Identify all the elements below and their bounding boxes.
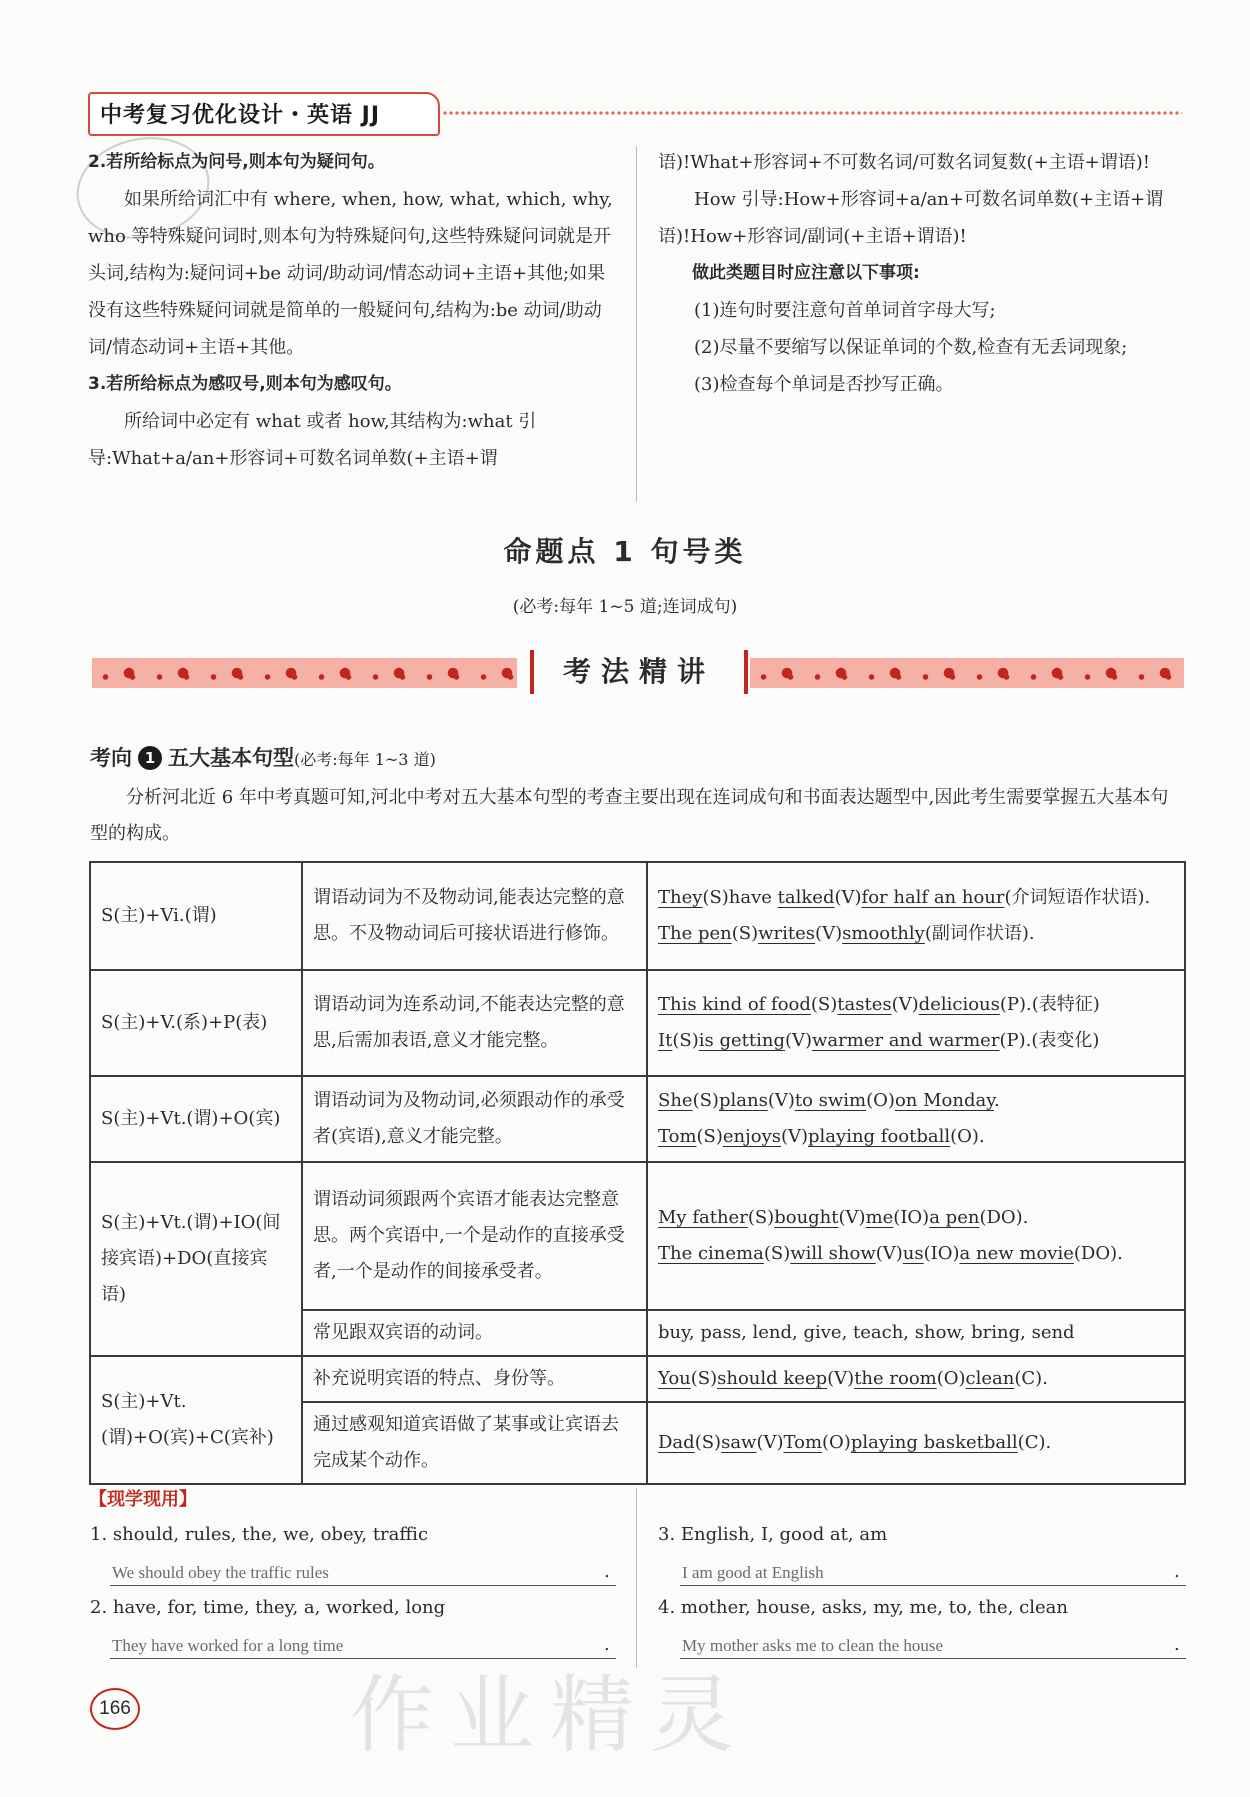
practice-answer: They have worked for a long time <box>112 1636 344 1655</box>
sentence-pattern-table <box>89 861 1186 1485</box>
example-cell <box>647 1162 1185 1310</box>
example-sentence: Tom(S)enjoys(V)playing football(O). <box>658 1126 985 1147</box>
table-row <box>90 1076 1185 1162</box>
table-row <box>90 1356 1185 1402</box>
exclamation-what: 语)!What+形容词+不可数名词/可数名词复数(+主语+谓语)! <box>658 152 1150 173</box>
pattern-cell: S(主)+Vt.(谓)+O(宾)+C(宾补) <box>90 1356 302 1484</box>
notes-heading: 做此类题目时应注意以下事项: <box>692 263 920 283</box>
band-left <box>92 658 517 688</box>
example-sentence: You(S)should keep(V)the room(O)clean(C). <box>658 1368 1048 1389</box>
answer-line <box>680 1585 1186 1586</box>
practice-answer: My mother asks me to clean the house <box>682 1636 944 1655</box>
watermark: 作业精灵 <box>350 1666 751 1764</box>
answer-period: . <box>604 1634 610 1655</box>
practice-answer: We should obey the traffic rules <box>112 1563 329 1582</box>
practice-question: 4. mother, house, asks, my, me, to, the, clean <box>658 1597 1068 1618</box>
exclamation-how: How 引导:How+形容词+a/an+可数名词单数(+主语+谓语)!How+形容词/副词(+主语+谓语)! <box>658 189 1164 247</box>
practice-divider <box>636 1488 637 1668</box>
kaoxiang-prefix: 考向 <box>90 746 132 770</box>
example-cell <box>647 970 1185 1076</box>
right-column <box>658 144 1188 403</box>
book-title: 中考复习优化设计・英语 JJ <box>100 103 381 128</box>
rule-question-text: 如果所给词汇中有 where, when, how, what, which, why, who 等特殊疑问词时,则本句为特殊疑问句,这些特殊疑问词就是开头词,结构为:疑问词+be 动词/助动词/情态动词+主语+其他;如果没有这些特殊疑问词就是简单的一般疑问句,结构为:be 动词/助动词/情态动词+主语+其他。 <box>88 189 613 358</box>
band-label: 考法精讲 <box>530 650 748 694</box>
answer-period: . <box>604 1561 610 1582</box>
practice-answer: I am good at English <box>682 1563 824 1582</box>
description-cell: 谓语动词为连系动词,不能表达完整的意思,后需加表语,意义才能完整。 <box>302 970 647 1076</box>
section-title: 命题点 1 句号类 <box>503 535 747 568</box>
note-1: (1)连句时要注意句首单词首字母大写; <box>694 300 996 321</box>
kaoxiang-note: (必考:每年 1~3 道) <box>294 750 436 769</box>
description-cell: 谓语动词为不及物动词,能表达完整的意思。不及物动词后可接状语进行修饰。 <box>302 862 647 970</box>
table-row <box>90 970 1185 1076</box>
pattern-cell: S(主)+Vt.(谓)+IO(间接宾语)+DO(直接宾语) <box>90 1162 302 1356</box>
header-dotted-line <box>442 110 1182 116</box>
answer-period: . <box>1174 1561 1180 1582</box>
kaoxiang-heading <box>90 742 436 772</box>
rule-question: 2.若所给标点为问号,则本句为疑问句。 <box>88 152 385 172</box>
rule-exclamation: 3.若所给标点为感叹号,则本句为感叹句。 <box>88 374 402 394</box>
practice-title: 【现学现用】 <box>89 1489 197 1510</box>
example-sentence: Dad(S)saw(V)Tom(O)playing basketball(C). <box>658 1432 1052 1453</box>
example-cell <box>647 1076 1185 1162</box>
description-cell: 通过感观知道宾语做了某事或让宾语去完成某个动作。 <box>302 1402 647 1484</box>
example-sentence: It(S)is getting(V)warmer and warmer(P).(表变化) <box>658 1030 1100 1051</box>
answer-line <box>680 1658 1186 1659</box>
description-cell: 谓语动词为及物动词,必须跟动作的承受者(宾语),意义才能完整。 <box>302 1076 647 1162</box>
intro-paragraph: 分析河北近 6 年中考真题可知,河北中考对五大基本句型的考查主要出现在连词成句和书面表达题型中,因此考生需要掌握五大基本句型的构成。 <box>90 787 1169 844</box>
note-2: (2)尽量不要缩写以保证单词的个数,检查有无丢词现象; <box>694 337 1128 358</box>
example-cell <box>647 1356 1185 1402</box>
practice-question: 1. should, rules, the, we, obey, traffic <box>90 1524 429 1545</box>
description-cell: 补充说明宾语的特点、身份等。 <box>302 1356 647 1402</box>
description-cell: 谓语动词须跟两个宾语才能表达完整意思。两个宾语中,一个是动作的直接承受者,一个是动作的间接承受者。 <box>302 1162 647 1310</box>
column-divider <box>636 146 637 502</box>
description-cell: 常见跟双宾语的动词。 <box>302 1310 647 1356</box>
practice-question: 2. have, for, time, they, a, worked, long <box>90 1597 446 1618</box>
kaoxiang-number: 1 <box>138 746 162 770</box>
page-number: 166 <box>90 1688 140 1730</box>
pattern-cell: S(主)+Vt.(谓)+O(宾) <box>90 1076 302 1162</box>
left-column <box>88 144 616 477</box>
example-cell <box>647 862 1185 970</box>
answer-line <box>110 1585 616 1586</box>
example-sentence: This kind of food(S)tastes(V)delicious(P).(表特征) <box>658 994 1100 1015</box>
table-row <box>90 1162 1185 1310</box>
practice-question: 3. English, I, good at, am <box>658 1524 888 1545</box>
example-sentence: They(S)have talked(V)for half an hour(介词短语作状语). <box>658 887 1151 908</box>
table-row <box>90 862 1185 970</box>
example-sentence: She(S)plans(V)to swim(O)on Monday. <box>658 1090 1000 1111</box>
note-3: (3)检查每个单词是否抄写正确。 <box>694 374 954 395</box>
pattern-cell: S(主)+V.(系)+P(表) <box>90 970 302 1076</box>
pattern-cell: S(主)+Vi.(谓) <box>90 862 302 970</box>
section-subtitle: (必考:每年 1~5 道;连词成句) <box>512 597 738 617</box>
example-sentence: The pen(S)writes(V)smoothly(副词作状语). <box>658 923 1035 944</box>
example-sentence: My father(S)bought(V)me(IO)a pen(DO). <box>658 1207 1029 1228</box>
verb-list-cell: buy, pass, lend, give, teach, show, bring, send <box>647 1310 1185 1356</box>
example-cell <box>647 1402 1185 1484</box>
answer-period: . <box>1174 1634 1180 1655</box>
band-right <box>750 658 1184 688</box>
kaoxiang-title: 五大基本句型 <box>168 746 294 770</box>
example-sentence: The cinema(S)will show(V)us(IO)a new movie(DO). <box>658 1243 1123 1264</box>
rule-exclamation-text: 所给词中必定有 what 或者 how,其结构为:what 引导:What+a/an+形容词+可数名词单数(+主语+谓 <box>88 411 537 469</box>
